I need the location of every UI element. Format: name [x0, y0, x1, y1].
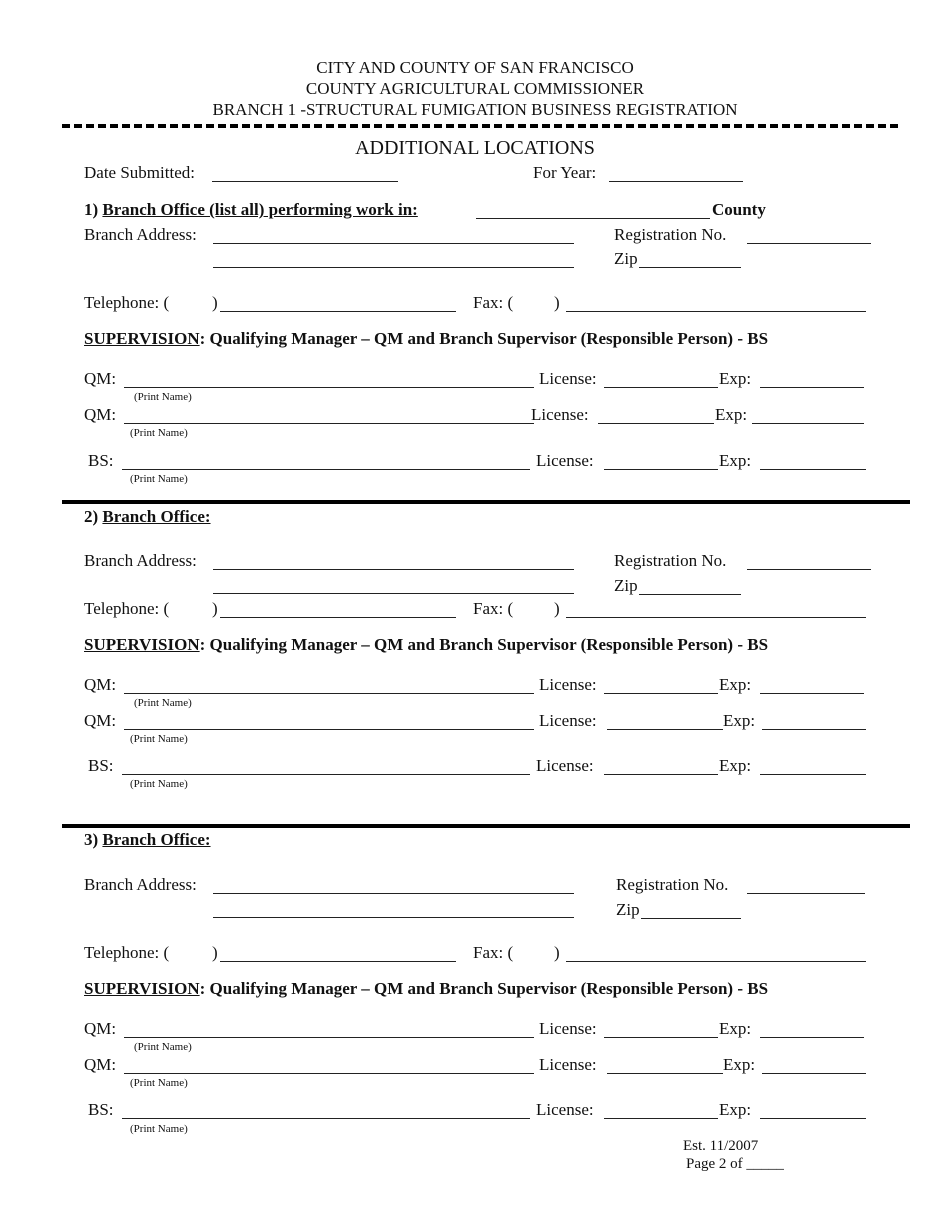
branch2-qm2-label: QM:: [84, 711, 117, 730]
branch1-bs-exp-input[interactable]: [760, 451, 866, 470]
branch1-qm2-exp-label: Exp:: [715, 405, 748, 424]
branch2-qm1-license-label: License:: [539, 675, 597, 694]
branch1-telephone-label: Telephone: (: [84, 293, 170, 312]
branch2-bs-exp-input[interactable]: [760, 756, 866, 775]
branch2-qm2-name-input[interactable]: [124, 711, 534, 730]
branch2-address-line1[interactable]: [213, 551, 574, 570]
branch3-address-label: Branch Address:: [84, 875, 197, 894]
branch2-bs-license-label: License:: [536, 756, 594, 775]
branch1-heading: [84, 200, 418, 220]
branch3-qm1-exp-label: Exp:: [719, 1019, 752, 1038]
branch2-qm2-license-label: License:: [539, 711, 597, 730]
branch3-qm1-print-name: (Print Name): [134, 1041, 192, 1053]
branch3-telephone-paren: ): [212, 943, 218, 962]
branch1-address-label: Branch Address:: [84, 225, 197, 244]
branch3-registration-input[interactable]: [747, 875, 865, 894]
branch1-telephone-paren: ): [212, 293, 218, 312]
branch2-bs-label: BS:: [88, 756, 114, 775]
branch3-telephone-label: Telephone: (: [84, 943, 170, 962]
branch1-county-label: County: [712, 200, 766, 219]
branch3-supervision-text: : Qualifying Manager – QM and Branch Supervisor (Responsible Person) - BS: [199, 979, 769, 998]
branch1-supervision-heading: [84, 329, 768, 349]
branch3-qm2-license-input[interactable]: [607, 1055, 723, 1074]
for-year-input[interactable]: [609, 163, 743, 182]
branch2-qm1-name-input[interactable]: [124, 675, 534, 694]
branch1-bs-license-label: License:: [536, 451, 594, 470]
branch2-bs-license-input[interactable]: [604, 756, 718, 775]
branch2-heading: [84, 507, 211, 527]
branch3-supervision-label: SUPERVISION: [84, 979, 200, 998]
branch1-qm2-print-name: (Print Name): [130, 427, 188, 439]
branch2-qm1-exp-input[interactable]: [760, 675, 864, 694]
footer-est: Est. 11/2007: [683, 1138, 759, 1154]
branch2-zip-input[interactable]: [639, 576, 741, 595]
branch2-bs-print-name: (Print Name): [130, 778, 188, 790]
branch1-supervision-text: : Qualifying Manager – QM and Branch Supervisor (Responsible Person) - BS: [199, 329, 769, 348]
date-submitted-input[interactable]: [212, 163, 398, 182]
branch1-registration-input[interactable]: [747, 225, 871, 244]
for-year-label: For Year:: [533, 163, 597, 182]
section-title: ADDITIONAL LOCATIONS: [355, 137, 595, 159]
branch1-qm1-exp-input[interactable]: [760, 369, 864, 388]
branch2-qm2-print-name: (Print Name): [130, 733, 188, 745]
branch2-address-label: Branch Address:: [84, 551, 197, 570]
branch1-qm2-label: QM:: [84, 405, 117, 424]
branch3-number: 3): [84, 830, 99, 849]
branch3-supervision-heading: [84, 979, 768, 999]
branch1-qm1-license-label: License:: [539, 369, 597, 388]
branch1-qm2-license-input[interactable]: [598, 405, 714, 424]
footer-page: Page 2 of _____: [686, 1156, 784, 1172]
branch3-bs-license-label: License:: [536, 1100, 594, 1119]
branch1-qm1-license-input[interactable]: [604, 369, 718, 388]
branch2-supervision-label: SUPERVISION: [84, 635, 200, 654]
branch3-qm1-license-input[interactable]: [604, 1019, 718, 1038]
branch3-heading: [84, 830, 211, 850]
branch3-bs-name-input[interactable]: [122, 1100, 530, 1119]
branch1-bs-label: BS:: [88, 451, 114, 470]
section-divider-2: [62, 824, 910, 828]
branch1-qm1-print-name: (Print Name): [134, 391, 192, 403]
branch3-qm2-exp-input[interactable]: [762, 1055, 866, 1074]
branch2-qm2-license-input[interactable]: [607, 711, 723, 730]
branch3-fax-label: Fax: (: [473, 943, 514, 962]
branch1-fax-label: Fax: (: [473, 293, 514, 312]
branch1-number: 1): [84, 200, 99, 219]
branch3-qm1-name-input[interactable]: [124, 1019, 534, 1038]
branch1-bs-print-name: (Print Name): [130, 473, 188, 485]
branch2-qm1-license-input[interactable]: [604, 675, 718, 694]
branch1-qm1-exp-label: Exp:: [719, 369, 752, 388]
branch2-qm1-label: QM:: [84, 675, 117, 694]
date-submitted-label: Date Submitted:: [84, 163, 195, 182]
branch3-qm2-print-name: (Print Name): [130, 1077, 188, 1089]
branch1-bs-license-input[interactable]: [604, 451, 718, 470]
branch3-bs-exp-label: Exp:: [719, 1100, 752, 1119]
header-dashed-rule: [62, 124, 898, 128]
branch3-address-line2[interactable]: [213, 899, 574, 918]
branch3-fax-paren: ): [554, 943, 560, 962]
branch1-registration-label: Registration No.: [614, 225, 727, 244]
branch1-qm2-exp-input[interactable]: [752, 405, 864, 424]
branch2-fax-label: Fax: (: [473, 599, 514, 618]
branch1-fax-input[interactable]: [566, 293, 866, 312]
branch3-bs-exp-input[interactable]: [760, 1100, 866, 1119]
header-line-2: COUNTY AGRICULTURAL COMMISSIONER: [305, 79, 645, 98]
branch2-telephone-label: Telephone: (: [84, 599, 170, 618]
branch2-telephone-input[interactable]: [220, 599, 456, 618]
branch3-qm2-label: QM:: [84, 1055, 117, 1074]
branch1-address-line2[interactable]: [213, 249, 574, 268]
branch1-bs-exp-label: Exp:: [719, 451, 752, 470]
branch3-qm2-license-label: License:: [539, 1055, 597, 1074]
branch2-fax-paren: ): [554, 599, 560, 618]
header-line-3: BRANCH 1 -STRUCTURAL FUMIGATION BUSINESS REGISTRATION: [212, 100, 738, 119]
branch2-qm2-exp-label: Exp:: [723, 711, 756, 730]
branch2-qm1-exp-label: Exp:: [719, 675, 752, 694]
branch1-zip-label: Zip: [614, 249, 638, 268]
branch3-bs-license-input[interactable]: [604, 1100, 718, 1119]
branch1-qm1-label: QM:: [84, 369, 117, 388]
branch2-registration-input[interactable]: [747, 551, 871, 570]
branch1-title: Branch Office (list all) performing work in:: [102, 200, 418, 219]
branch3-zip-label: Zip: [616, 900, 640, 919]
branch2-registration-label: Registration No.: [614, 551, 727, 570]
branch2-number: 2): [84, 507, 99, 526]
branch3-registration-label: Registration No.: [616, 875, 729, 894]
branch2-supervision-text: : Qualifying Manager – QM and Branch Supervisor (Responsible Person) - BS: [199, 635, 769, 654]
branch2-qm1-print-name: (Print Name): [134, 697, 192, 709]
branch3-qm1-label: QM:: [84, 1019, 117, 1038]
section-divider-1: [62, 500, 910, 504]
branch1-qm2-license-label: License:: [531, 405, 589, 424]
branch3-qm2-name-input[interactable]: [124, 1055, 534, 1074]
branch3-telephone-input[interactable]: [220, 943, 456, 962]
branch2-bs-exp-label: Exp:: [719, 756, 752, 775]
branch3-title: Branch Office:: [102, 830, 211, 849]
branch3-fax-input[interactable]: [566, 943, 866, 962]
branch1-bs-name-input[interactable]: [122, 451, 530, 470]
branch1-supervision-label: SUPERVISION: [84, 329, 200, 348]
branch3-qm1-license-label: License:: [539, 1019, 597, 1038]
branch2-title: Branch Office:: [102, 507, 211, 526]
branch2-telephone-paren: ): [212, 599, 218, 618]
branch2-qm2-exp-input[interactable]: [762, 711, 866, 730]
branch1-fax-paren: ): [554, 293, 560, 312]
branch2-zip-label: Zip: [614, 576, 638, 595]
branch1-zip-input[interactable]: [639, 249, 741, 268]
branch1-address-line1[interactable]: [213, 225, 574, 244]
branch3-qm1-exp-input[interactable]: [760, 1019, 864, 1038]
header-line-1: CITY AND COUNTY OF SAN FRANCISCO: [316, 58, 634, 77]
branch1-qm1-name-input[interactable]: [124, 369, 534, 388]
branch2-fax-input[interactable]: [566, 599, 866, 618]
branch3-qm2-exp-label: Exp:: [723, 1055, 756, 1074]
branch3-bs-print-name: (Print Name): [130, 1123, 188, 1135]
branch1-county-input[interactable]: [476, 200, 710, 219]
branch1-telephone-input[interactable]: [220, 293, 456, 312]
branch3-address-line1[interactable]: [213, 875, 574, 894]
branch3-zip-input[interactable]: [641, 900, 741, 919]
branch2-supervision-heading: [84, 635, 768, 655]
branch3-bs-label: BS:: [88, 1100, 114, 1119]
branch2-address-line2[interactable]: [213, 575, 574, 594]
branch2-bs-name-input[interactable]: [122, 756, 530, 775]
branch1-qm2-name-input[interactable]: [124, 405, 534, 424]
